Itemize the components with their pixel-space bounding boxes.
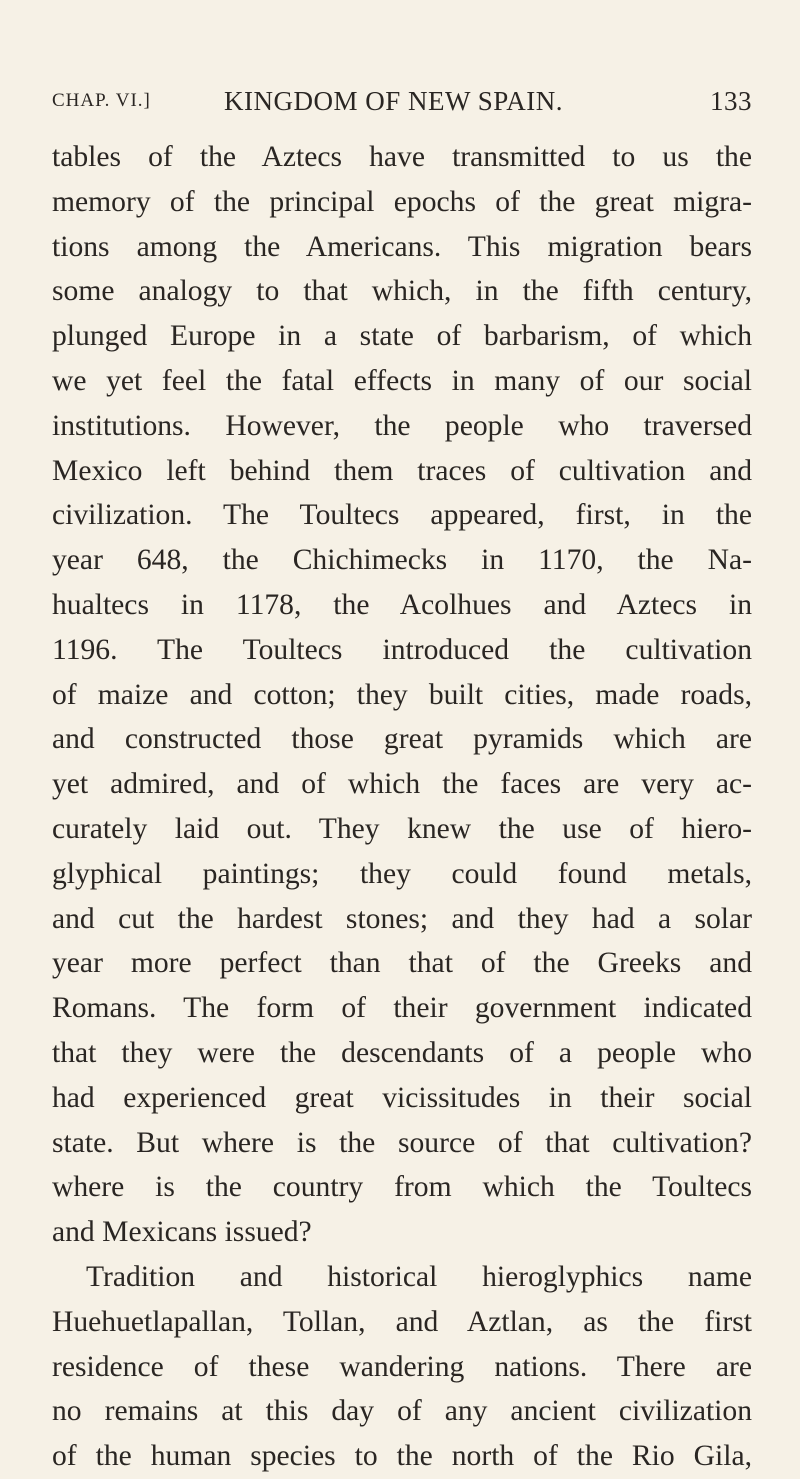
text-line: glyphical paintings; they could found metals, — [52, 857, 752, 890]
text-line: Huehuetlapallan, Tollan, and Aztlan, as the first — [52, 1305, 752, 1338]
text-line: had experienced great vicissitudes in their social — [52, 1081, 752, 1114]
text-line: that they were the descendants of a people who — [52, 1036, 752, 1069]
text-line: and Mexicans issued? — [52, 1216, 312, 1249]
page-number: 133 — [710, 86, 752, 116]
text-line: and constructed those great pyramids which are — [52, 723, 752, 756]
text-line: curately laid out. They knew the use of hiero- — [52, 812, 752, 845]
text-line: no remains at this day of any ancient civilization — [52, 1395, 752, 1428]
text-line: Romans. The form of their government indicated — [52, 992, 752, 1025]
body-text — [52, 135, 752, 1479]
text-line: where is the country from which the Toultecs — [52, 1171, 752, 1204]
text-line: hualtecs in 1178, the Acolhues and Aztecs in — [52, 588, 752, 621]
running-header — [52, 86, 752, 126]
running-title: KINGDOM OF NEW SPAIN. — [224, 86, 564, 116]
text-line: we yet feel the fatal effects in many of our social — [52, 364, 752, 397]
text-line: memory of the principal epochs of the great migra- — [52, 185, 752, 218]
text-line: year more perfect than that of the Greeks and — [52, 947, 752, 980]
text-line: civilization. The Toultecs appeared, first, in the — [52, 499, 752, 532]
text-line: state. But where is the source of that cultivation? — [52, 1126, 752, 1159]
text-line: year 648, the Chichimecks in 1170, the Na- — [52, 544, 752, 577]
text-line: tables of the Aztecs have transmitted to us the — [52, 141, 752, 173]
text-line: Tradition and historical hieroglyphics name — [86, 1260, 752, 1293]
text-line: yet admired, and of which the faces are very ac- — [52, 768, 752, 801]
text-line: tions among the Americans. This migration bears — [52, 230, 752, 263]
text-line: of maize and cotton; they built cities, made roads, — [52, 678, 752, 711]
text-line: 1196. The Toultecs introduced the cultivation — [52, 633, 752, 666]
text-line: plunged Europe in a state of barbarism, of which — [52, 320, 752, 353]
text-line: institutions. However, the people who traversed — [52, 409, 752, 442]
text-line: of the human species to the north of the Rio Gila, — [52, 1440, 752, 1473]
text-line: and cut the hardest stones; and they had a solar — [52, 902, 752, 935]
text-line: Mexico left behind them traces of cultivation and — [52, 454, 752, 487]
text-line: some analogy to that which, in the fifth century, — [52, 275, 752, 308]
chapter-label: CHAP. VI.] — [52, 90, 151, 111]
text-line: residence of these wandering nations. There are — [52, 1350, 752, 1383]
